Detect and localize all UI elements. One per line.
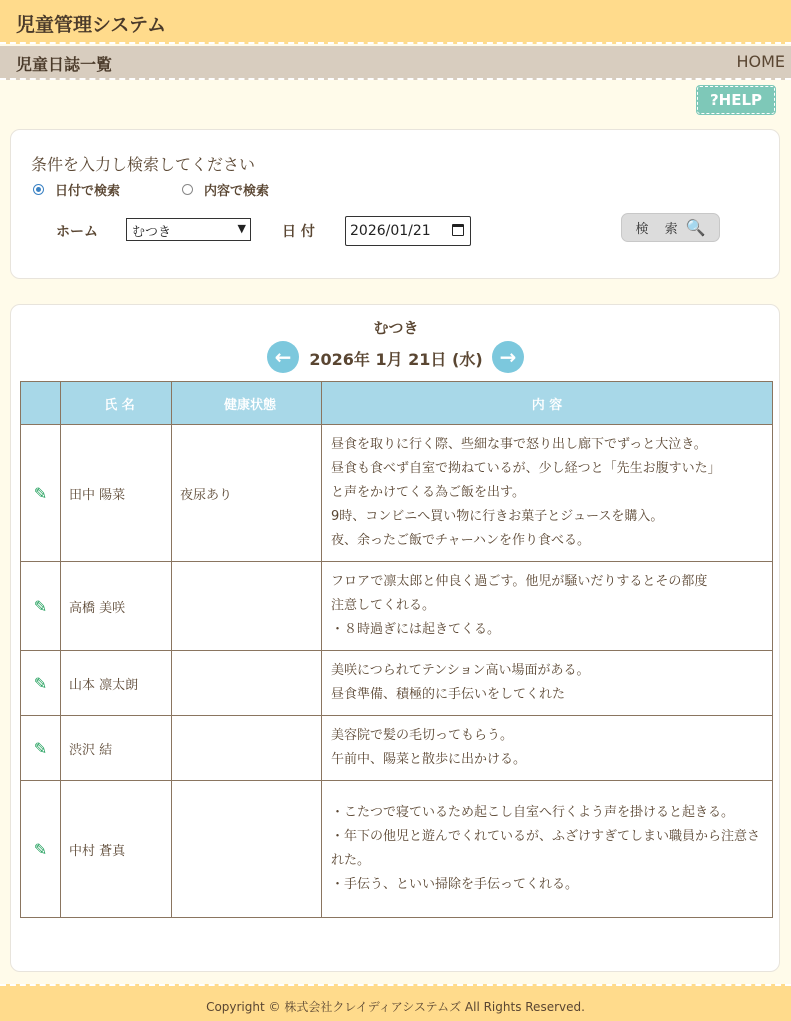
search-heading: 条件を入力し検索してください [31, 155, 256, 174]
diary-content [322, 651, 773, 716]
radio-content-search[interactable] [182, 180, 269, 199]
diary-content [322, 716, 773, 781]
help-icon: ? [709, 91, 719, 109]
calendar-icon[interactable] [452, 224, 464, 236]
arrow-left-icon: ← [274, 345, 292, 369]
search-panel [10, 129, 780, 279]
content-line: ・手伝う、といい掃除を手伝ってくれる。 [331, 877, 579, 892]
content-line: 9時、コンビニへ買い物に行きお菓子とジュースを購入。 [331, 509, 664, 524]
content-line: 美咲につられてテンション高い場面がある。 [331, 663, 590, 678]
content-line: 夜、余ったご飯でチャーハンを作り食べる。 [331, 533, 590, 548]
column-header-health: 健康状態 [172, 382, 322, 425]
radio-date-indicator[interactable] [33, 184, 44, 195]
table-row [21, 651, 773, 716]
content-line: 昼食も食べず自室で拗ねているが、少し経つと「先生お腹すいた」 [331, 461, 721, 476]
diary-list-panel [10, 304, 780, 972]
edit-cell[interactable] [21, 716, 61, 781]
edit-cell[interactable] [21, 651, 61, 716]
content-line: 美容院で髪の毛切ってもらう。 [331, 728, 514, 743]
table-header-row [21, 382, 773, 425]
column-header-name: 氏 名 [61, 382, 172, 425]
edit-cell[interactable] [21, 425, 61, 562]
pencil-icon[interactable]: ✎ [33, 673, 48, 693]
content-line: ・８時過ぎには起きてくる。 [331, 622, 501, 637]
column-header-content: 内 容 [322, 382, 773, 425]
child-name: 渋沢 結 [61, 716, 172, 781]
radio-date-search[interactable] [33, 180, 120, 199]
child-name: 高橋 美咲 [61, 562, 172, 651]
search-button-label: 検 索 [635, 222, 684, 237]
footer [0, 984, 791, 1021]
pencil-icon[interactable]: ✎ [33, 839, 48, 859]
child-name: 田中 陽菜 [61, 425, 172, 562]
diary-content [322, 781, 773, 918]
pencil-icon[interactable]: ✎ [33, 483, 48, 503]
pencil-icon[interactable]: ✎ [33, 596, 48, 616]
content-line: と声をかけてくる為ご飯を出す。 [331, 485, 525, 500]
child-name: 中村 蒼真 [61, 781, 172, 918]
column-header-edit [21, 382, 61, 425]
home-select-value: むつき [132, 225, 172, 240]
date-input[interactable] [345, 216, 471, 246]
health-status [172, 781, 322, 918]
radio-date-label: 日付で検索 [55, 184, 121, 199]
list-date-heading: 2026年 1月 21日 (水) [309, 350, 483, 369]
date-label: 日 付 [282, 224, 315, 240]
health-status [172, 562, 322, 651]
content-line: 昼食を取りに行く際、些細な事で怒り出し廊下でずっと大泣き。 [331, 437, 707, 452]
content-line: フロアで凛太郎と仲良く過ごす。他児が騒いだりするとその都度 [331, 574, 708, 589]
home-select[interactable] [126, 218, 251, 241]
search-button[interactable] [621, 213, 720, 242]
app-title: 児童管理システム [16, 14, 167, 36]
diary-content [322, 562, 773, 651]
list-home-name: むつき [373, 319, 419, 337]
health-status [172, 651, 322, 716]
health-status [172, 716, 322, 781]
child-name: 山本 凛太朗 [61, 651, 172, 716]
table-row [21, 425, 773, 562]
chevron-down-icon: ▼ [237, 222, 246, 235]
home-label: ホーム [56, 224, 98, 240]
health-status: 夜尿あり [172, 425, 322, 562]
edit-cell[interactable] [21, 781, 61, 918]
page-bar [0, 46, 791, 80]
help-label: HELP [718, 91, 763, 109]
pencil-icon[interactable]: ✎ [33, 738, 48, 758]
copyright-text: Copyright © 株式会社クレイディアシステムズ All Rights Reserved. [206, 1000, 585, 1014]
app-header [0, 0, 791, 44]
content-line: 昼食準備、積極的に手伝いをしてくれた [331, 687, 566, 702]
diary-table [20, 381, 773, 918]
next-day-button[interactable] [492, 341, 524, 373]
edit-cell[interactable] [21, 562, 61, 651]
content-line: ・こたつで寝ているため起こし自室へ行くよう声を掛けると起きる。 [331, 805, 735, 820]
table-row [21, 716, 773, 781]
arrow-right-icon: → [499, 345, 517, 369]
radio-content-indicator[interactable] [182, 184, 193, 195]
radio-content-label: 内容で検索 [204, 184, 270, 199]
table-row [21, 781, 773, 918]
content-line: 午前中、陽菜と散歩に出かける。 [331, 752, 527, 767]
page-title: 児童日誌一覧 [16, 55, 113, 74]
diary-content [322, 425, 773, 562]
home-link[interactable]: HOME [736, 52, 785, 71]
help-button[interactable] [697, 86, 775, 114]
search-icon: 🔍 [685, 218, 706, 237]
table-row [21, 562, 773, 651]
date-input-value: 2026/01/21 [350, 223, 431, 239]
content-line: ・年下の他児と遊んでくれているが、ふざけすぎてしまい職員から注意された。 [331, 829, 761, 868]
content-line: 注意してくれる。 [331, 598, 436, 613]
